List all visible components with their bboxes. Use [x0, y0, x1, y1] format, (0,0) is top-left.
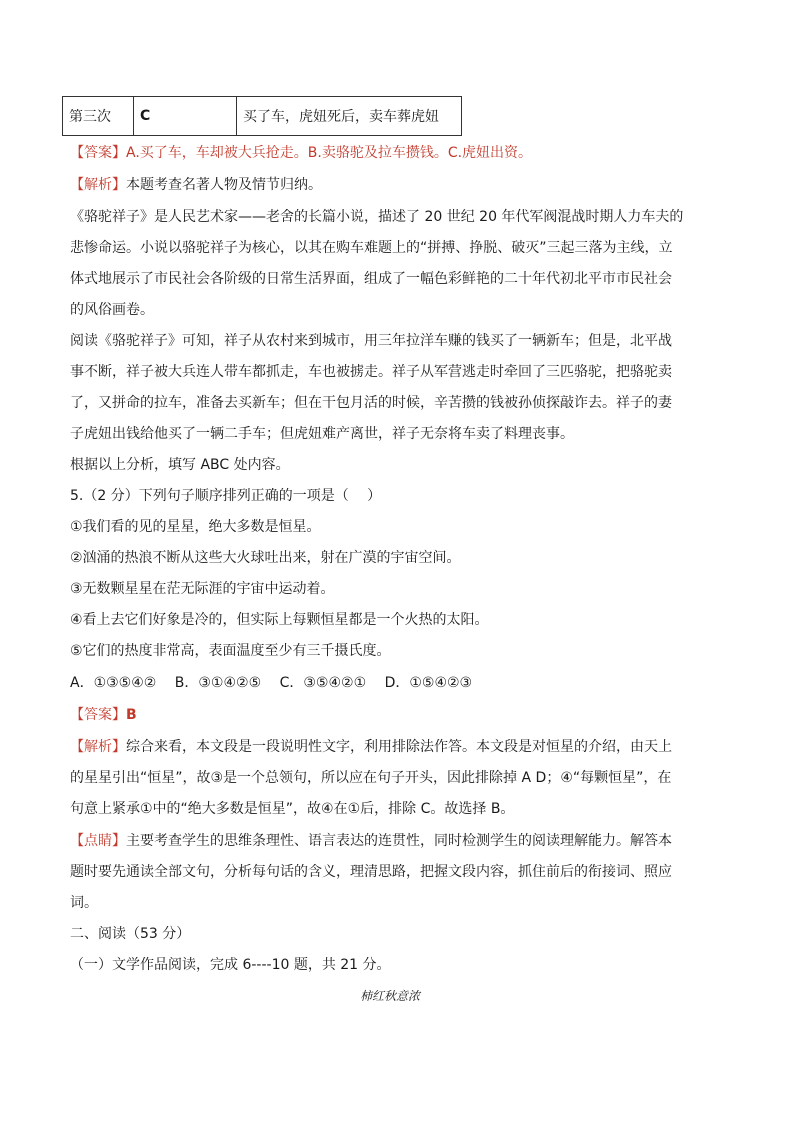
paragraph-line: 体式地展示了市民社会各阶级的日常生活界面，组成了一幅色彩鲜艳的二十年代初北平市市民社会 [70, 271, 672, 287]
answer-text: A.买了车，车却被大兵抢走。B.卖骆驼及拉车攒钱。C.虎妞出资。 [126, 145, 533, 161]
q4-answer [70, 143, 730, 163]
analysis-text: 综合来看，本文段是一段说明性文字，利用排除法作答。本文段是对恒星的介绍，由天上 [126, 739, 672, 755]
sentence-2: ②汹涌的热浪不断从这些大火球吐出来，射在广漠的宇宙空间。 [70, 550, 461, 566]
paragraph-line: 子虎妞出钱给他买了一辆二手车；但虎妞难产离世，祥子无奈将车卖了料理丧事。 [70, 426, 574, 442]
answer-tag: 【答案】 [70, 145, 126, 161]
table-cell: 第三次 [63, 97, 134, 136]
paragraph-line: 的星星引出“恒星”，故③是一个总领句，所以应在句子开头，因此排除掉 A D；④“每颗恒星”，在 [70, 770, 672, 786]
comment-tag: 【点睛】 [70, 833, 126, 849]
analysis-text: 本题考查名著人物及情节归纳。 [126, 177, 322, 193]
paragraph-line: 词。 [70, 895, 98, 911]
paragraph-line: 《骆驼祥子》是人民艺术家——老舍的长篇小说，描述了 20 世纪 20 年代军阀混战时期人力车夫的 [70, 209, 684, 225]
paragraph-line: 事不断，祥子被大兵连人带车都抓走，车也被掳走。祥子从军营逃走时牵回了三匹骆驼，把骆驼卖 [70, 364, 672, 380]
table-row [63, 97, 462, 136]
answer-text: B [126, 707, 137, 723]
sentence-5: ⑤它们的热度非常高，表面温度至少有三千摄氏度。 [70, 643, 391, 659]
paragraph-line: 了，又拼命的拉车，准备去买新车；但在干包月活的时候，辛苦攒的钱被孙侦探敲诈去。祥子的妻 [70, 395, 672, 411]
paragraph-line: 阅读《骆驼祥子》可知，祥子从农村来到城市，用三年拉洋车赚的钱买了一辆新车；但是，北平战 [70, 333, 672, 349]
answer-tag: 【答案】 [70, 707, 126, 723]
paragraph-line: 根据以上分析，填写 ABC 处内容。 [70, 457, 290, 473]
analysis-tag: 【解析】 [70, 739, 126, 755]
sentence-3: ③无数颗星星在茫无际涯的宇宙中运动着。 [70, 581, 335, 597]
analysis-tag: 【解析】 [70, 177, 126, 193]
sentence-4: ④看上去它们好象是冷的，但实际上每颗恒星都是一个火热的太阳。 [70, 612, 489, 628]
q5-analysis [70, 737, 730, 757]
paragraph-line: 悲惨命运。小说以骆驼祥子为核心，以其在购车难题上的“拼搏、挣脱、破灭”三起三落为主线，立 [70, 240, 673, 256]
comment-text: 主要考查学生的思维条理性、语言表达的连贯性，同时检测学生的阅读理解能力。解答本 [126, 833, 672, 849]
q5-comment [70, 831, 730, 851]
section-subheading: （一）文学作品阅读，完成 6----10 题，共 21 分。 [70, 957, 391, 973]
table-cell: C [134, 97, 237, 136]
answer-options: A．①③⑤④② B．③①④②⑤ C．③⑤④②① D．①⑤④②③ [70, 675, 473, 691]
q5-answer [70, 705, 730, 725]
sentence-1: ①我们看的见的星星，绝大多数是恒星。 [70, 519, 321, 535]
section-heading: 二、阅读（53 分） [70, 926, 191, 942]
q4-analysis [70, 175, 730, 195]
question-stem: 5.（2 分）下列句子顺序排列正确的一项是（ ） [70, 488, 382, 504]
paragraph-line: 题时要先通读全部文句，分析每句话的含义，理清思路，把握文段内容，抓住前后的衔接词、照应 [70, 864, 672, 880]
article-title: 柿红秋意浓 [359, 989, 420, 1003]
table-cell: 买了车，虎妞死后，卖车葬虎妞 [237, 97, 462, 136]
paragraph-line: 的风俗画卷。 [70, 302, 154, 318]
paragraph-line: 句意上紧承①中的“绝大多数是恒星”，故④在①后，排除 C。故选择 B。 [70, 801, 515, 817]
answer-table [62, 96, 462, 136]
